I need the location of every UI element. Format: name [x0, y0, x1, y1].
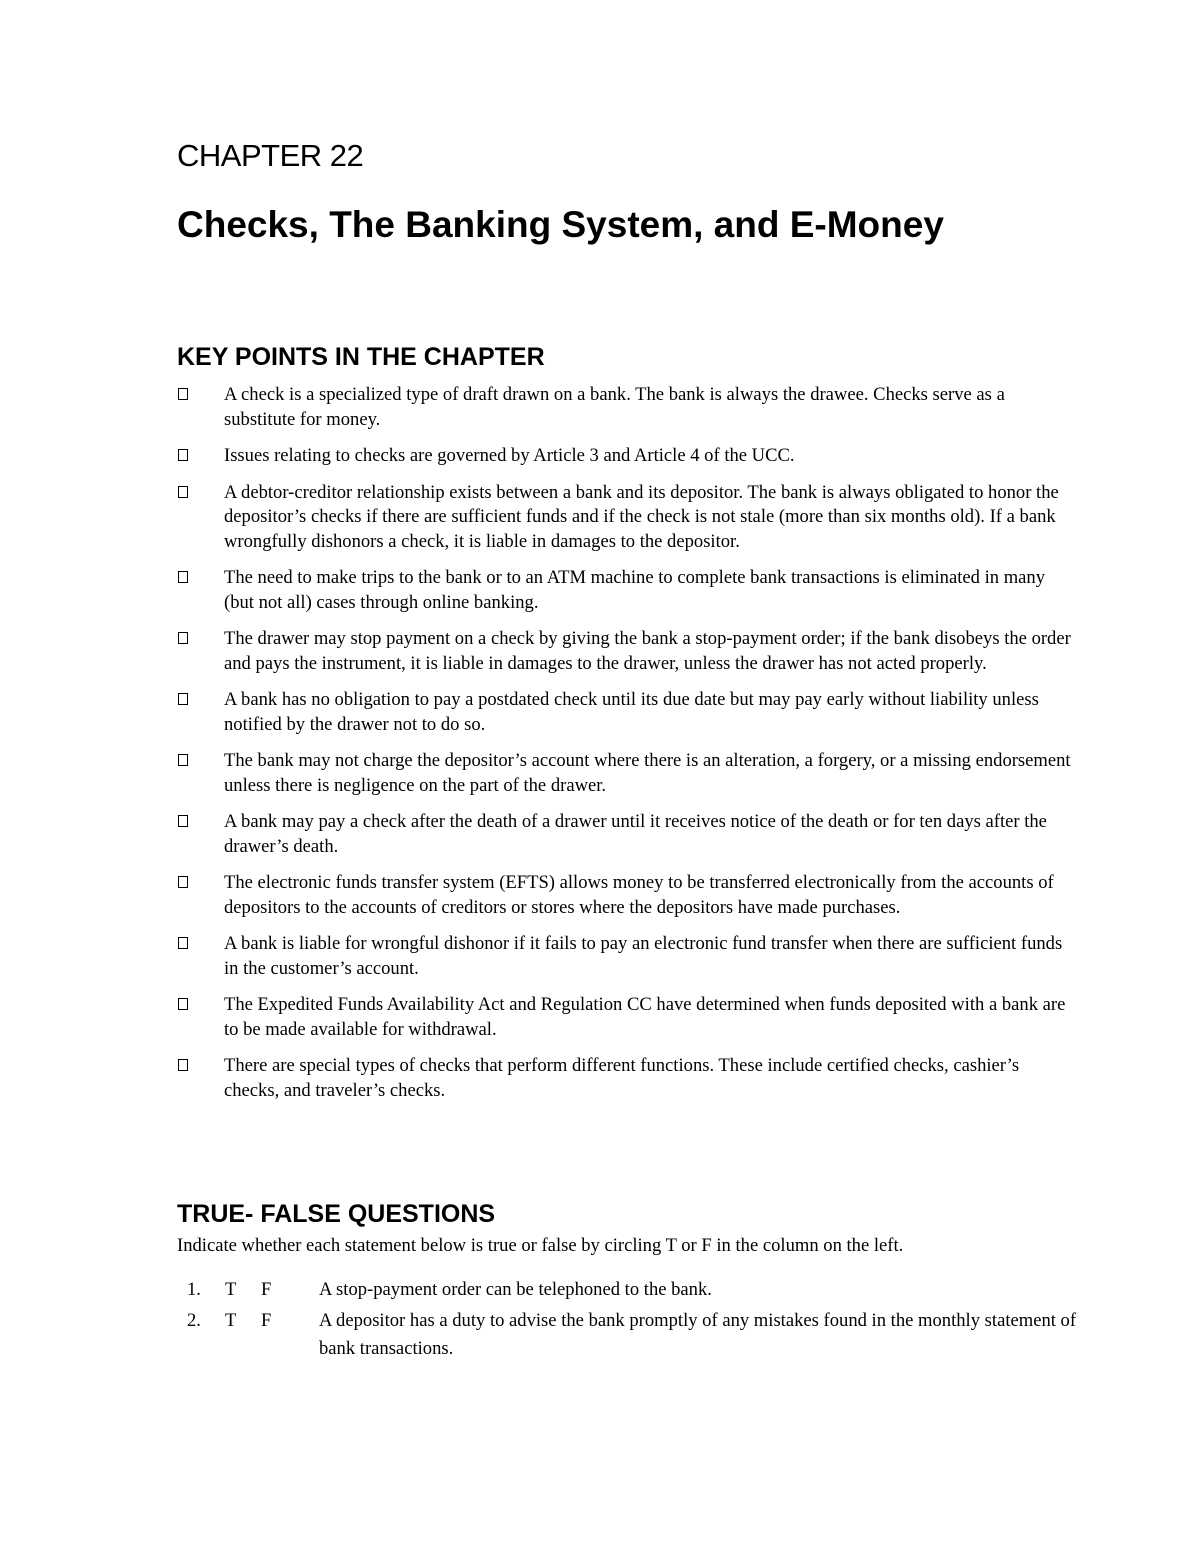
- question-text: A stop-payment order can be telephoned to the bank.: [319, 1279, 712, 1300]
- key-points-list: [177, 383, 1077, 1115]
- key-point-item: [177, 383, 1077, 432]
- key-point-item: [177, 566, 1077, 615]
- key-point-item: [177, 993, 1077, 1042]
- key-point-item: [177, 688, 1077, 737]
- checkbox-bullet-icon: [178, 754, 188, 766]
- key-point-text: A bank is liable for wrongful dishonor if it fails to pay an electronic fund transfer when there are sufficient funds in the customer’s account.: [224, 933, 1063, 979]
- checkbox-bullet-icon: [178, 632, 188, 644]
- question-number: 2.: [187, 1310, 201, 1331]
- checkbox-bullet-icon: [178, 486, 188, 498]
- true-option: T: [225, 1279, 237, 1300]
- key-point-text: A debtor-creditor relationship exists between a bank and its depositor. The bank is always obligated to honor the depositor’s checks if there are sufficient funds and if the check is not stale (more than six months old). If a bank wrongfully dishonors a check, it is liable in damages to the depositor.: [224, 481, 1059, 552]
- key-point-text: A bank may pay a check after the death of a drawer until it receives notice of the death or for ten days after the drawer’s death.: [224, 811, 1047, 857]
- key-point-text: The electronic funds transfer system (EFTS) allows money to be transferred electronically from the accounts of depositors to the accounts of creditors or stores where the depositors have made purchases.: [224, 872, 1054, 918]
- key-point-item: [177, 932, 1077, 981]
- key-point-text: The Expedited Funds Availability Act and Regulation CC have determined when funds deposited with a bank are to be made available for withdrawal.: [224, 994, 1066, 1040]
- key-point-text: A check is a specialized type of draft drawn on a bank. The bank is always the drawee. Checks serve as a substitute for money.: [224, 384, 1005, 430]
- key-points-heading: KEY POINTS IN THE CHAPTER: [177, 343, 545, 371]
- checkbox-bullet-icon: [178, 876, 188, 888]
- chapter-title: Checks, The Banking System, and E-Money: [177, 204, 944, 245]
- key-point-text: The bank may not charge the depositor’s account where there is an alteration, a forgery, or a missing endorsement unless there is negligence on the part of the drawer.: [224, 750, 1071, 796]
- checkbox-bullet-icon: [178, 388, 188, 400]
- checkbox-bullet-icon: [178, 693, 188, 705]
- true-false-question: [177, 1307, 1077, 1363]
- key-point-item: [177, 810, 1077, 859]
- question-number: 1.: [187, 1279, 201, 1300]
- true-false-instructions: Indicate whether each statement below is true or false by circling T or F in the column on the left.: [177, 1235, 904, 1256]
- key-point-item: [177, 481, 1077, 555]
- key-point-text: There are special types of checks that perform different functions. These include certified checks, cashier’s checks, and traveler’s checks.: [224, 1055, 1020, 1101]
- checkbox-bullet-icon: [178, 449, 188, 461]
- checkbox-bullet-icon: [178, 1059, 188, 1071]
- true-option: T: [225, 1310, 237, 1331]
- key-point-text: The drawer may stop payment on a check by giving the bank a stop-payment order; if the bank disobeys the order and pays the instrument, it is liable in damages to the drawer, unless the drawer has not acted properly.: [224, 628, 1071, 674]
- checkbox-bullet-icon: [178, 571, 188, 583]
- key-point-text: Issues relating to checks are governed by Article 3 and Article 4 of the UCC.: [224, 445, 795, 466]
- chapter-label: CHAPTER 22: [177, 138, 364, 173]
- question-text: A depositor has a duty to advise the bank promptly of any mistakes found in the monthly statement of bank transactions.: [319, 1310, 1077, 1359]
- key-point-item: [177, 749, 1077, 798]
- true-false-heading: TRUE- FALSE QUESTIONS: [177, 1200, 496, 1228]
- key-point-item: [177, 871, 1077, 920]
- false-option: F: [261, 1279, 272, 1300]
- key-point-item: [177, 1054, 1077, 1103]
- checkbox-bullet-icon: [178, 998, 188, 1010]
- true-false-list: [177, 1276, 1077, 1366]
- key-point-item: [177, 444, 1077, 469]
- checkbox-bullet-icon: [178, 815, 188, 827]
- key-point-item: [177, 627, 1077, 676]
- checkbox-bullet-icon: [178, 937, 188, 949]
- key-point-text: The need to make trips to the bank or to an ATM machine to complete bank transactions is eliminated in many (but not all) cases through online banking.: [224, 567, 1046, 613]
- true-false-question: [177, 1276, 1077, 1304]
- false-option: F: [261, 1310, 272, 1331]
- key-point-text: A bank has no obligation to pay a postdated check until its due date but may pay early without liability unless notified by the drawer not to do so.: [224, 689, 1039, 735]
